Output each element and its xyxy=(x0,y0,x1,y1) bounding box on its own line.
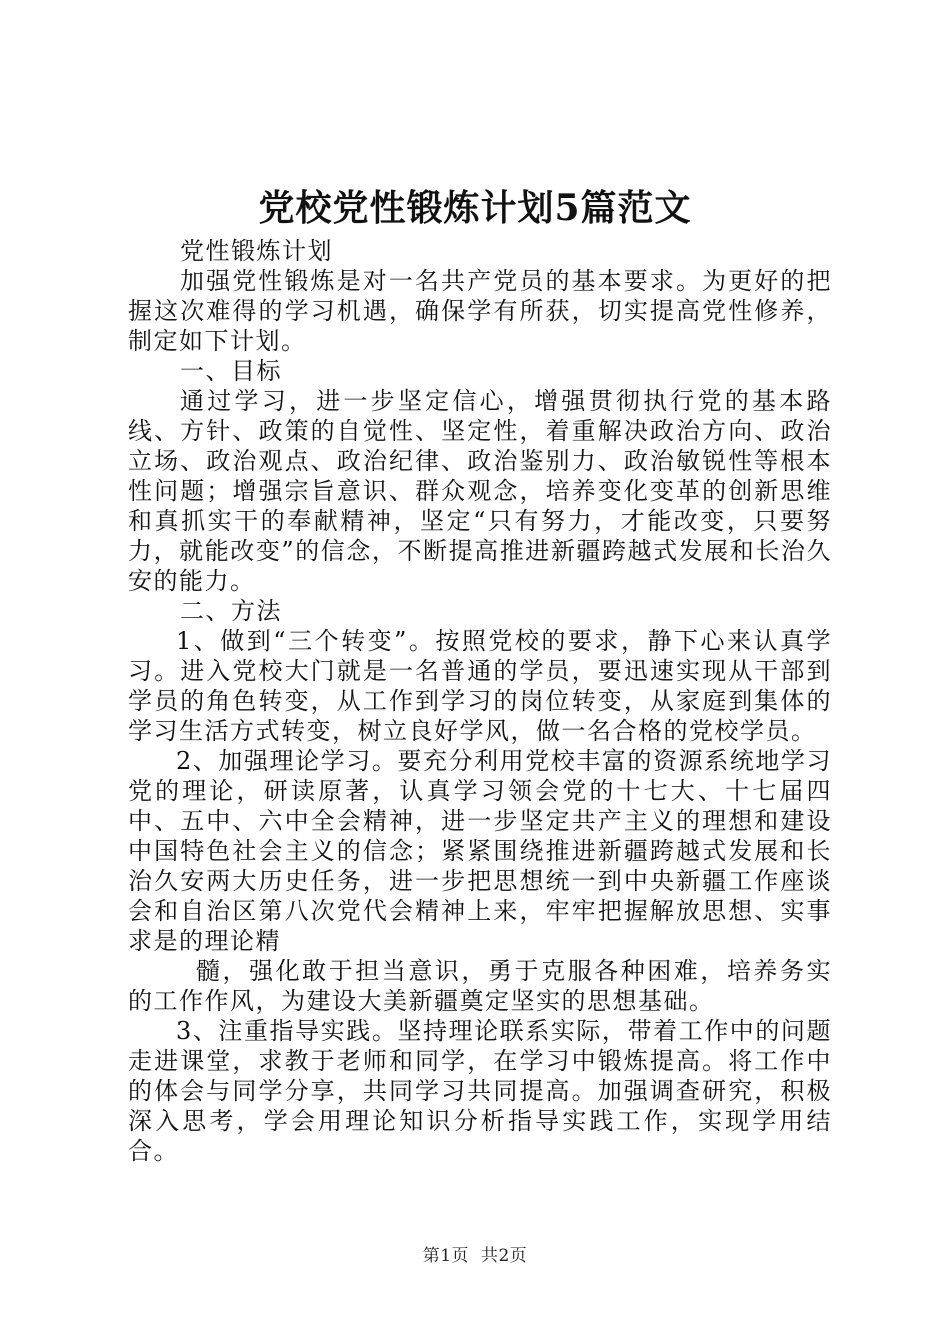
paragraph-method-1: 1、做到“三个转变”。按照党校的要求，静下心来认真学习。进入党校大门就是一名普通的学员，要迅速实现从干部到学员的角色转变，从工作到学习的岗位转变，从家庭到集体的学习生活方式转变，树立良好学风，做一名合格的党校学员。 xyxy=(128,627,832,745)
paragraph-method-3: 3、注重指导实践。坚持理论联系实际，带着工作中的问题走进课堂，求教于老师和同学，在学习中锻炼提高。将工作中的体会与同学分享，共同学习共同提高。加强调查研究，积极深入思考，学会用理论知识分析指导实践工作，实现学用结合。 xyxy=(128,1017,832,1165)
page-total: 共2页 xyxy=(480,1246,528,1266)
page-title: 党校党性锻炼计划5篇范文 xyxy=(258,187,692,229)
document-body xyxy=(128,236,832,1166)
section-heading-goals: 一、目标 xyxy=(180,357,282,385)
section-heading-methods: 二、方法 xyxy=(180,597,282,625)
paragraph-goals: 通过学习，进一步坚定信心，增强贯彻执行党的基本路线、方针、政策的自觉性、坚定性，着重解决政治方向、政治立场、政治观点、政治纪律、政治鉴别力、政治敏锐性等根本性问题；增强宗旨意识、群众观念，培养变化变革的创新思维和真抓实干的奉献精神，坚定“只有努力，才能改变，只要努力，就能改变”的信念，不断提高推进新疆跨越式发展和长治久安的能力。 xyxy=(128,387,832,595)
paragraph-intro: 加强党性锻炼是对一名共产党员的基本要求。为更好的把握这次难得的学习机遇，确保学有所获，切实提高党性修养，制定如下计划。 xyxy=(128,267,832,355)
paragraph-method-2: 2、加强理论学习。要充分利用党校丰富的资源系统地学习党的理论，研读原著，认真学习领会党的十七大、十七届四中、五中、六中全会精神，进一步坚定共产主义的理想和建设中国特色社会主义的信念；紧紧围绕推进新疆跨越式发展和长治久安两大历史任务，进一步把思想统一到中央新疆工作座谈会和自治区第八次党代会精神上来，牢牢把握解放思想、实事求是的理论精 xyxy=(128,747,832,955)
paragraph-method-2-continued: 髓，强化敢于担当意识，勇于克服各种困难，培养务实的工作作风，为建设大美新疆奠定坚实的思想基础。 xyxy=(128,957,832,1015)
page-footer xyxy=(0,1245,950,1267)
page-number: 第1页 xyxy=(422,1246,470,1266)
section-heading-plan: 党性锻炼计划 xyxy=(180,237,333,265)
